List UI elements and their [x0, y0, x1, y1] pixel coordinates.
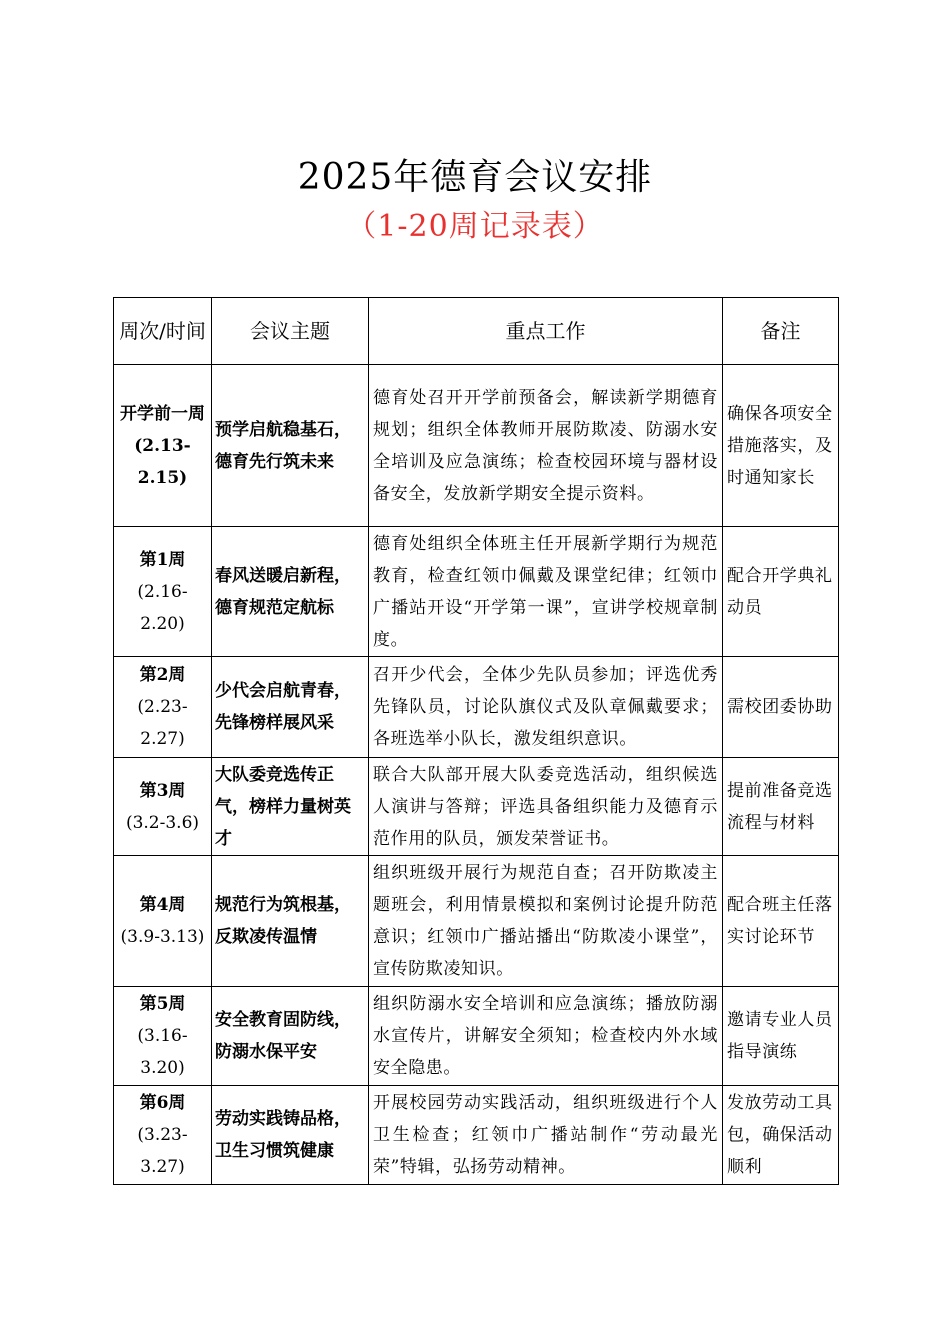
week-label: 第1周 [139, 549, 186, 570]
note-cell: 需校团委协助 [723, 657, 839, 758]
theme-cell: 少代会启航青春，先锋榜样展风采 [212, 657, 369, 758]
week-cell [114, 856, 212, 987]
header-theme: 会议主题 [212, 298, 369, 365]
theme-cell: 预学启航稳基石，德育先行筑未来 [212, 365, 369, 527]
theme-cell: 规范行为筑根基，反欺凌传温情 [212, 856, 369, 987]
work-cell: 德育处召开开学前预备会，解读新学期德育规划；组织全体教师开展防欺凌、防溺水安全培训及应急演练；检查校园环境与器材设备安全，发放新学期安全提示资料。 [369, 365, 723, 527]
table-row [114, 987, 839, 1086]
work-cell: 组织班级开展行为规范自查；召开防欺凌主题班会，利用情景模拟和案例讨论提升防范意识；红领巾广播站播出“防欺凌小课堂”，宣传防欺凌知识。 [369, 856, 723, 987]
header-work: 重点工作 [369, 298, 723, 365]
note-cell: 邀请专业人员指导演练 [723, 987, 839, 1086]
week-dates: (2.16-2.20) [137, 581, 188, 634]
header-week: 周次/时间 [114, 298, 212, 365]
work-cell: 德育处组织全体班主任开展新学期行为规范教育，检查红领巾佩戴及课堂纪律；红领巾广播站开设“开学第一课”，宣讲学校规章制度。 [369, 527, 723, 657]
note-cell: 配合班主任落实讨论环节 [723, 856, 839, 987]
week-label: 第2周 [139, 665, 186, 685]
week-dates: (3.9-3.13) [120, 927, 205, 947]
week-label: 第4周 [139, 895, 186, 915]
work-cell: 组织防溺水安全培训和应急演练；播放防溺水宣传片，讲解安全须知；检查校内外水域安全隐患。 [369, 987, 723, 1086]
week-cell [114, 1086, 212, 1185]
table-row [114, 527, 839, 657]
work-cell: 开展校园劳动实践活动，组织班级进行个人卫生检查；红领巾广播站制作“劳动最光荣”特辑，弘扬劳动精神。 [369, 1086, 723, 1185]
table-row [114, 1086, 839, 1185]
week-dates: (3.16-3.20) [137, 1026, 188, 1078]
week-cell [114, 657, 212, 758]
table-row [114, 856, 839, 987]
document-title: 2025年德育会议安排 [297, 157, 653, 198]
meeting-schedule-table [113, 297, 839, 1185]
header-note: 备注 [723, 298, 839, 365]
week-label: 第5周 [139, 994, 186, 1014]
theme-cell: 安全教育固防线，防溺水保平安 [212, 987, 369, 1086]
week-cell [114, 987, 212, 1086]
note-cell: 发放劳动工具包，确保活动顺利 [723, 1086, 839, 1185]
note-cell: 提前准备竞选流程与材料 [723, 758, 839, 856]
week-dates: (2.23-2.27) [137, 697, 188, 749]
week-cell [114, 365, 212, 527]
theme-cell: 春风送暖启新程，德育规范定航标 [212, 527, 369, 657]
table-row [114, 365, 839, 527]
work-cell: 召开少代会，全体少先队员参加；评选优秀先锋队员，讨论队旗仪式及队章佩戴要求；各班选举小队长，激发组织意识。 [369, 657, 723, 758]
week-cell [114, 527, 212, 657]
note-cell: 确保各项安全措施落实，及时通知家长 [723, 365, 839, 527]
week-label: 第3周 [139, 780, 186, 801]
week-text: 开学前一周(2.13-2.15) [120, 403, 205, 488]
table-row [114, 758, 839, 856]
week-dates: (3.2-3.6) [125, 812, 200, 833]
table-row [114, 657, 839, 758]
theme-cell: 劳动实践铸品格，卫生习惯筑健康 [212, 1086, 369, 1185]
note-cell: 配合开学典礼动员 [723, 527, 839, 657]
work-cell: 联合大队部开展大队委竞选活动，组织候选人演讲与答辩；评选具备组织能力及德育示范作用的队员，颁发荣誉证书。 [369, 758, 723, 856]
week-dates: (3.23-3.27) [137, 1125, 188, 1177]
week-label: 第6周 [139, 1093, 186, 1113]
document-subtitle: （1-20周记录表） [346, 209, 604, 244]
week-cell [114, 758, 212, 856]
table-header-row [114, 298, 839, 365]
theme-cell: 大队委竞选传正气，榜样力量树英才 [212, 758, 369, 856]
